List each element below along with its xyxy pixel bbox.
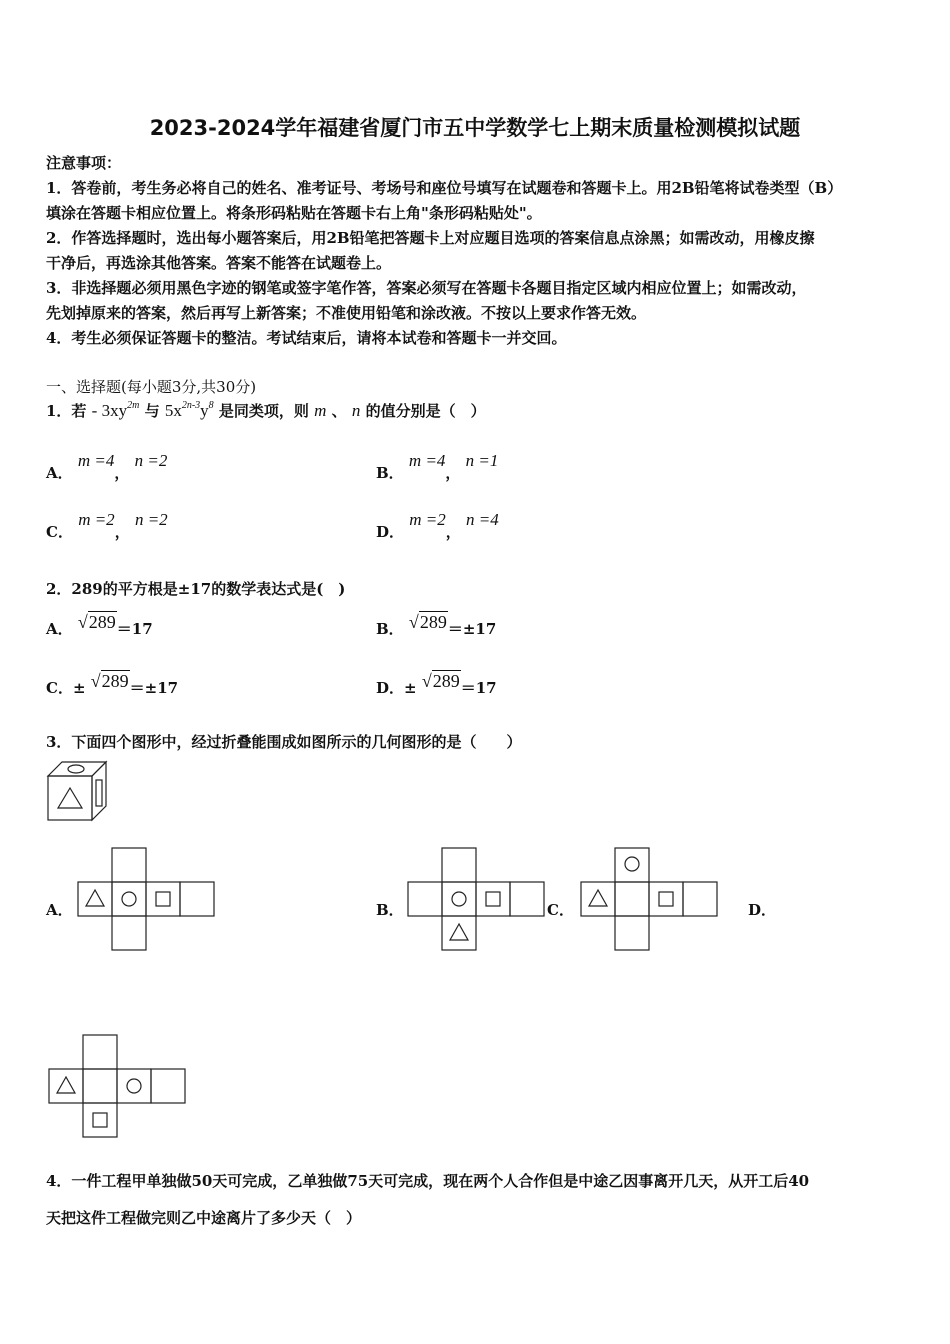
q3-net-c[interactable] xyxy=(580,846,720,952)
page-title: 2023-2024学年福建省厦门市五中学数学七上期末质量检测模拟试题 xyxy=(149,116,801,140)
notice-heading: 注意事项： xyxy=(46,154,122,172)
q3-net-b[interactable] xyxy=(407,846,547,952)
q3-net-d[interactable] xyxy=(48,1033,188,1139)
notice-line: 干净后，再选涂其他答案。答案不能答在试题卷上。 xyxy=(46,254,392,272)
q1-option-c[interactable]: C． m =2， n =2 xyxy=(46,510,168,541)
question-3: 3．下面四个图形中，经过折叠能围成如图所示的几何图形的是（ ） xyxy=(46,733,522,751)
notice-line: 4．考生必须保证答题卡的整洁。考试结束后，请将本试卷和答题卡一并交回。 xyxy=(46,329,567,347)
notice-line: 3．非选择题必须用黑色字迹的钢笔或签字笔作答，答案必须写在答题卡各题目指定区域内相应位置上；如需改动， xyxy=(46,279,807,297)
question-4-line-1: 4．一件工程甲单独做50天可完成，乙单独做75天可完成，现在两个人合作但是中途乙因事离开几天，从开工后40 xyxy=(46,1172,810,1190)
expr-term-1: - $3xy^{2m}$ xyxy=(91,400,140,420)
question-1: 1．若 - $3xy^{2m}$ 与 $5x^{2n-3}y^8$ 是同类项，则 m 、 n 的值分别是（ ） xyxy=(46,400,486,420)
section-heading: 一、选择题(每小题3分,共30分) xyxy=(46,378,257,396)
q1-option-a[interactable]: A． m =4， n =2 xyxy=(46,451,168,482)
q3-net-a[interactable] xyxy=(77,846,217,952)
notice-line: 先划掉原来的答案，然后再写上新答案；不准使用铅笔和涂改液。不按以上要求作答无效。 xyxy=(46,304,647,322)
notice-line: 填涂在答题卡相应位置上。将条形码粘贴在答题卡右上角"条形码粘贴处"。 xyxy=(46,204,542,222)
notice-line: 2．作答选择题时，选出每小题答案后，用2B铅笔把答题卡上对应题目选项的答案信息点涂黑；如需改动，用橡皮擦 xyxy=(46,229,815,247)
q2-option-b[interactable]: B． √289＝±17 xyxy=(376,612,497,638)
q3-option-c-label[interactable]: C． xyxy=(547,901,574,919)
q3-option-b-label[interactable]: B． xyxy=(376,901,404,919)
question-2: 2．289的平方根是±17的数学表达式是( ) xyxy=(46,580,346,598)
q2-option-c[interactable]: C．± √289＝±17 xyxy=(46,671,179,697)
q3-option-a-label[interactable]: A． xyxy=(46,901,73,919)
question-4-line-2: 天把这件工程做完则乙中途离片了多少天（ ） xyxy=(46,1209,362,1227)
q1-option-d[interactable]: D． m =2， n =4 xyxy=(376,510,499,541)
cube-figure xyxy=(46,760,110,824)
q2-option-a[interactable]: A． √289＝17 xyxy=(46,612,153,638)
expr-term-2: $5x^{2n-3}y^8$ xyxy=(164,400,214,420)
q3-option-d-label[interactable]: D． xyxy=(748,901,777,919)
notice-line: 1．答卷前，考生务必将自己的姓名、准考证号、考场号和座位号填写在试题卷和答题卡上。用2B铅笔将试卷类型（B） xyxy=(46,179,843,197)
q1-option-b[interactable]: B． m =4， n =1 xyxy=(376,451,499,482)
q2-option-d[interactable]: D．± √289＝17 xyxy=(376,671,497,697)
